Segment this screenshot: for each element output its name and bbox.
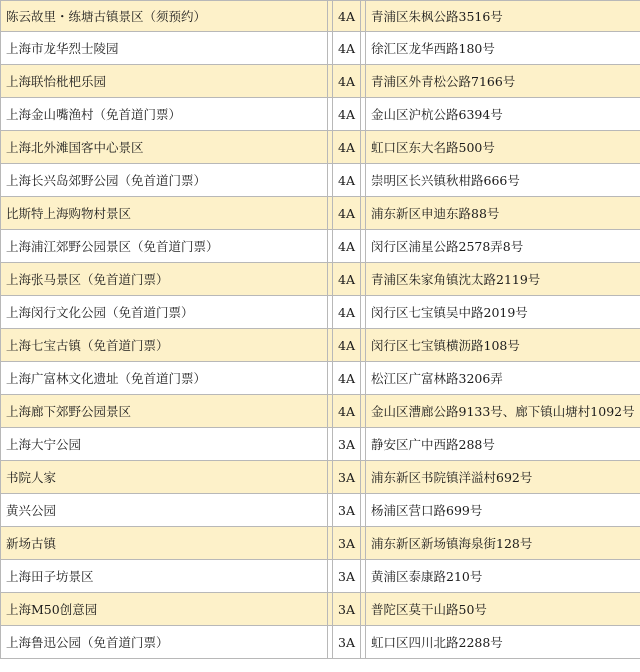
table-row xyxy=(1,32,640,65)
scenic-address-cell: 闵行区七宝镇横沥路108号 xyxy=(366,329,640,362)
scenic-name-cell: 比斯特上海购物村景区 xyxy=(1,197,328,230)
scenic-level-cell: 3A xyxy=(333,527,361,560)
scenic-name-cell: 上海长兴岛郊野公园（免首道门票） xyxy=(1,164,328,197)
scenic-name-cell: 黄兴公园 xyxy=(1,494,328,527)
scenic-address-cell: 黄浦区泰康路210号 xyxy=(366,560,640,593)
table-row xyxy=(1,296,640,329)
table-row xyxy=(1,494,640,527)
scenic-name-cell: 上海广富林文化遗址（免首道门票） xyxy=(1,362,328,395)
scenic-address-cell: 静安区广中西路288号 xyxy=(366,428,640,461)
table-row xyxy=(1,230,640,263)
scenic-level-cell: 4A xyxy=(333,230,361,263)
scenic-level-cell: 4A xyxy=(333,329,361,362)
scenic-address-cell: 松江区广富林路3206弄 xyxy=(366,362,640,395)
scenic-address-cell: 浦东新区书院镇洋溢村692号 xyxy=(366,461,640,494)
scenic-name-cell: 上海金山嘴渔村（免首道门票） xyxy=(1,98,328,131)
scenic-level-cell: 4A xyxy=(333,296,361,329)
scenic-name-cell: 上海鲁迅公园（免首道门票） xyxy=(1,626,328,659)
scenic-level-cell: 4A xyxy=(333,131,361,164)
scenic-address-cell: 金山区漕廊公路9133号、廊下镇山塘村1092号 xyxy=(366,395,640,428)
scenic-address-cell: 浦东新区申迪东路88号 xyxy=(366,197,640,230)
scenic-level-cell: 4A xyxy=(333,1,361,32)
scenic-level-cell: 3A xyxy=(333,461,361,494)
scenic-level-cell: 4A xyxy=(333,362,361,395)
scenic-name-cell: 上海张马景区（免首道门票） xyxy=(1,263,328,296)
scenic-level-cell: 3A xyxy=(333,593,361,626)
table-row xyxy=(1,461,640,494)
table-row xyxy=(1,395,640,428)
scenic-level-cell: 4A xyxy=(333,164,361,197)
table-row xyxy=(1,98,640,131)
scenic-address-cell: 杨浦区营口路699号 xyxy=(366,494,640,527)
scenic-address-cell: 徐汇区龙华西路180号 xyxy=(366,32,640,65)
scenic-address-cell: 青浦区外青松公路7166号 xyxy=(366,65,640,98)
scenic-level-cell: 4A xyxy=(333,263,361,296)
scenic-name-cell: 陈云故里・练塘古镇景区（须预约） xyxy=(1,1,328,32)
table-row xyxy=(1,428,640,461)
scenic-name-cell: 上海联怡枇杷乐园 xyxy=(1,65,328,98)
scenic-level-cell: 3A xyxy=(333,626,361,659)
scenic-level-cell: 4A xyxy=(333,98,361,131)
scenic-name-cell: 新场古镇 xyxy=(1,527,328,560)
scenic-name-cell: 上海北外滩国客中心景区 xyxy=(1,131,328,164)
scenic-level-cell: 3A xyxy=(333,494,361,527)
scenic-name-cell: 上海浦江郊野公园景区（免首道门票） xyxy=(1,230,328,263)
scenic-level-cell: 3A xyxy=(333,560,361,593)
scenic-level-cell: 4A xyxy=(333,197,361,230)
table-row xyxy=(1,164,640,197)
table-row xyxy=(1,131,640,164)
scenic-level-cell: 4A xyxy=(333,65,361,98)
scenic-address-cell: 崇明区长兴镇秋柑路666号 xyxy=(366,164,640,197)
table-row xyxy=(1,527,640,560)
scenic-address-cell: 虹口区四川北路2288号 xyxy=(366,626,640,659)
scenic-level-cell: 4A xyxy=(333,395,361,428)
scenic-address-cell: 虹口区东大名路500号 xyxy=(366,131,640,164)
scenic-name-cell: 上海大宁公园 xyxy=(1,428,328,461)
scenic-name-cell: 上海廊下郊野公园景区 xyxy=(1,395,328,428)
scenic-address-cell: 闵行区浦星公路2578弄8号 xyxy=(366,230,640,263)
scenic-level-cell: 4A xyxy=(333,32,361,65)
scenic-address-cell: 青浦区朱家角镇沈太路2119号 xyxy=(366,263,640,296)
scenic-address-cell: 浦东新区新场镇海泉街128号 xyxy=(366,527,640,560)
scenic-address-cell: 普陀区莫干山路50号 xyxy=(366,593,640,626)
table-body xyxy=(1,1,640,659)
table-row xyxy=(1,65,640,98)
scenic-name-cell: 上海市龙华烈士陵园 xyxy=(1,32,328,65)
table-row xyxy=(1,263,640,296)
scenic-name-cell: 上海M50创意园 xyxy=(1,593,328,626)
table-row xyxy=(1,329,640,362)
scenic-address-cell: 闵行区七宝镇吴中路2019号 xyxy=(366,296,640,329)
scenic-address-cell: 金山区沪杭公路6394号 xyxy=(366,98,640,131)
scenic-level-cell: 3A xyxy=(333,428,361,461)
table-row xyxy=(1,1,640,32)
scenic-name-cell: 上海七宝古镇（免首道门票） xyxy=(1,329,328,362)
scenic-address-cell: 青浦区朱枫公路3516号 xyxy=(366,1,640,32)
scenic-name-cell: 书院人家 xyxy=(1,461,328,494)
table-row xyxy=(1,593,640,626)
scenic-name-cell: 上海闵行文化公园（免首道门票） xyxy=(1,296,328,329)
table-row xyxy=(1,560,640,593)
scenic-name-cell: 上海田子坊景区 xyxy=(1,560,328,593)
table-row xyxy=(1,197,640,230)
table-row xyxy=(1,626,640,659)
table-row xyxy=(1,362,640,395)
